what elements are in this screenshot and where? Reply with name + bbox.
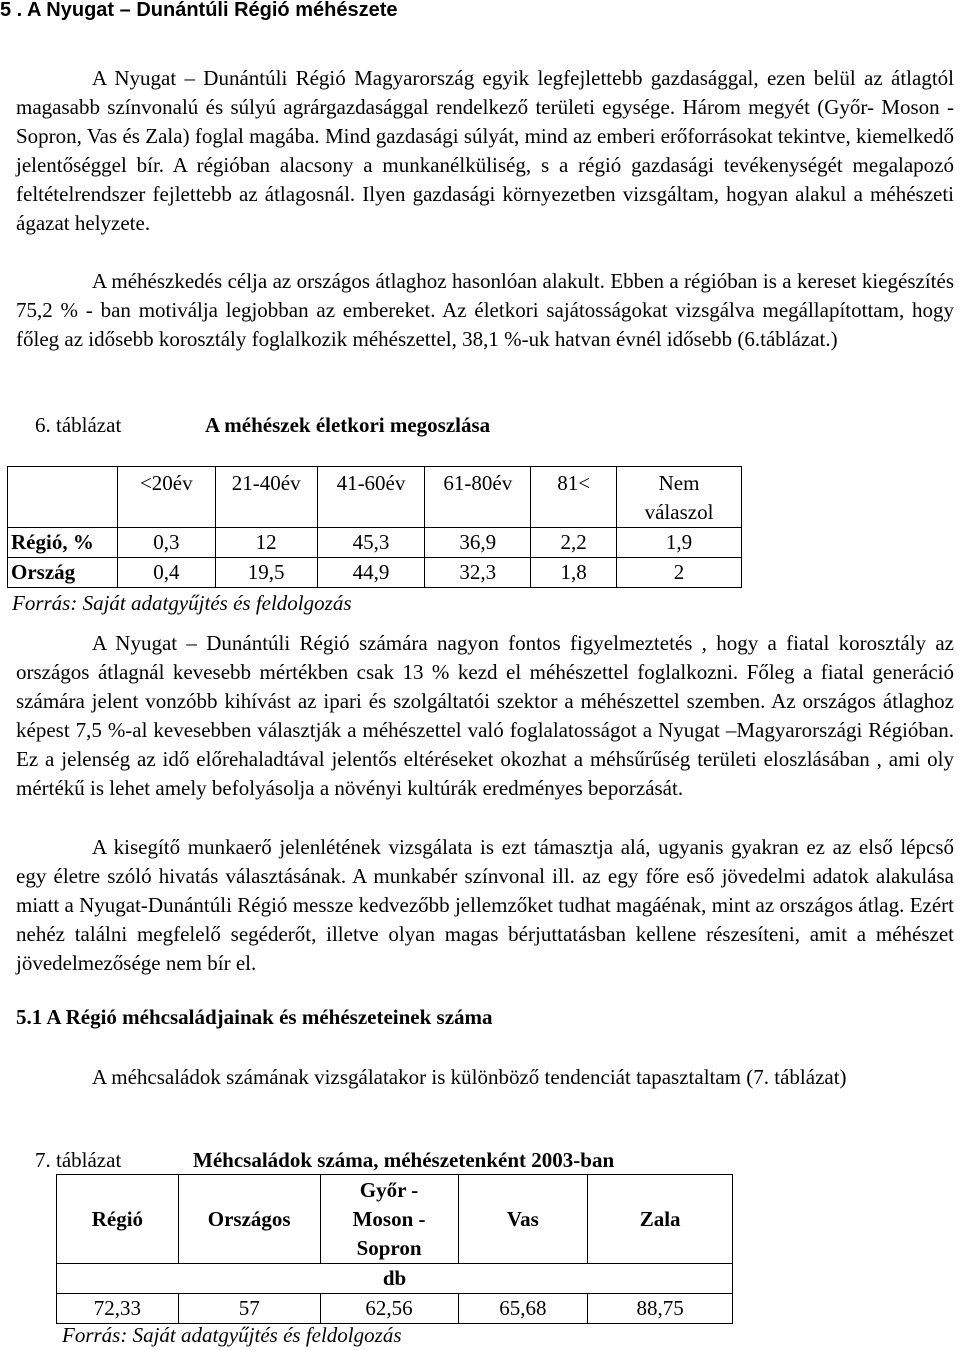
table-cell: 57 — [178, 1294, 320, 1324]
unit-cell: db — [57, 1264, 733, 1294]
col-header: Győr - Moson - Sopron — [320, 1175, 458, 1264]
table-cell: 44,9 — [317, 558, 425, 588]
col-header: Vas — [458, 1175, 588, 1264]
section-heading: 5 . A Nyugat – Dunántúli Régió méhészete — [0, 0, 398, 21]
col-header: 61-80év — [425, 467, 531, 528]
table-cell: 88,75 — [588, 1294, 733, 1324]
col-header: Régió — [57, 1175, 179, 1264]
table6-title: A méhészek életkori megoszlása — [205, 413, 491, 437]
table-cell: 12 — [215, 528, 317, 558]
table-cell: 62,56 — [320, 1294, 458, 1324]
paragraph-3: A Nyugat – Dunántúli Régió számára nagyon fontos figyelmeztetés , hogy a fiatal korosztály az országos átlagnál kevesebb mértékben csak 13 % kezd el méhészettel foglalkozni. Főleg a fiatal generáció számára jelent vonzóbb kihívást az ipari és szolgáltatói szektor a méhészettel szemben. Az országos átlaghoz képest 7,5 %-al kevesebben választják a méhészettel való foglalatosságot a Nyugat –Magyarországi Régióban. Ez a jelenség az idő előrehaladtával jelentős eltéréseket okozhat a méhsűrűség területi eloszlásában , ami oly mértékű is lehet amely befolyásolja a növényi kultúrák eredményes beporzását. — [16, 631, 954, 800]
colonies-table — [56, 1174, 733, 1324]
table-header-row — [57, 1175, 733, 1264]
table-corner-cell — [8, 467, 118, 528]
table-header-row — [8, 467, 742, 528]
table-cell: 45,3 — [317, 528, 425, 558]
paragraph-5: A méhcsaládok számának vizsgálatakor is különböző tendenciát tapasztaltam (7. táblázat) — [92, 1065, 847, 1089]
table-row — [8, 528, 742, 558]
unit-row — [57, 1264, 733, 1294]
table-cell: 32,3 — [425, 558, 531, 588]
subsection-heading: 5.1 A Régió méhcsaládjainak és méhészeteinek száma — [16, 1005, 493, 1029]
paragraph-2: A méhészkedés célja az országos átlaghoz hasonlóan alakult. Ebben a régióban is a kereset kiegészítés 75,2 % - ban motiválja legjobban az embereket. Az életkori sajátosságokat vizsgálva megállapítottam, hogy főleg az idősebb korosztály foglalkozik méhészettel, 38,1 %-uk hatvan évnél idősebb (6.táblázat.) — [16, 269, 954, 351]
col-header: 21-40év — [215, 467, 317, 528]
table-cell: 36,9 — [425, 528, 531, 558]
table-cell: 1,9 — [617, 528, 742, 558]
table-cell: 65,68 — [458, 1294, 588, 1324]
table-cell: 19,5 — [215, 558, 317, 588]
paragraph-4: A kisegítő munkaerő jelenlétének vizsgálata is ezt támasztja alá, ugyanis gyakran ez az első lépcső egy életre szóló hivatás választásának. A munkabér színvonal ill. az egy főre eső jövedelmi adatok alakulása miatt a Nyugat-Dunántúli Régió messze kedvezőbb jellemzőket tudhat magáénak, mint az országos átlag. Ezért nehéz találni megfelelő segéderőt, illetve olyan magas bérjuttatásban kellene részesíteni, amit a méhészet jövedelmezősége nem bír el. — [16, 835, 954, 975]
table-row — [57, 1294, 733, 1324]
table-cell: 0,3 — [117, 528, 215, 558]
table7-title: Méhcsaládok száma, méhészetenként 2003-ban — [193, 1148, 615, 1172]
table-cell: 2 — [617, 558, 742, 588]
age-distribution-table — [7, 466, 742, 588]
table-cell: 1,8 — [531, 558, 617, 588]
table-cell: 2,2 — [531, 528, 617, 558]
paragraph-1: A Nyugat – Dunántúli Régió Magyarország egyik legfejlettebb gazdasággal, ezen belül az átlagtól magasabb színvonalú és súlyú agrárgazdasággal rendelkező területi egysége. Három megyét (Győr- Moson - Sopron, Vas és Zala) foglal magába. Mind gazdasági súlyát, mind az emberi erőforrásokat tekintve, kiemelkedő jelentőséggel bír. A régióban alacsony a munkanélküliség, s a régió gazdasági tevékenységét megalapozó feltételrendszer fejlettebb az átlagosnál. Ilyen gazdasági környezetben vizsgáltam, hogyan alakul a méhészeti ágazat helyzete. — [16, 66, 954, 235]
table7-caption: 7. táblázat — [35, 1148, 122, 1172]
table-cell: 72,33 — [57, 1294, 179, 1324]
table6-source: Forrás: Saját adatgyűjtés és feldolgozás — [12, 591, 352, 615]
col-header: Zala — [588, 1175, 733, 1264]
table6-caption: 6. táblázat — [35, 413, 122, 437]
col-header: 41-60év — [317, 467, 425, 528]
table-row — [8, 558, 742, 588]
row-label: Ország — [8, 558, 118, 588]
col-header: Nem válaszol — [617, 467, 742, 528]
table-cell: 0,4 — [117, 558, 215, 588]
col-header: <20év — [117, 467, 215, 528]
col-header: 81< — [531, 467, 617, 528]
col-header: Országos — [178, 1175, 320, 1264]
row-label: Régió, % — [8, 528, 118, 558]
table7-source: Forrás: Saját adatgyűjtés és feldolgozás — [62, 1323, 402, 1347]
